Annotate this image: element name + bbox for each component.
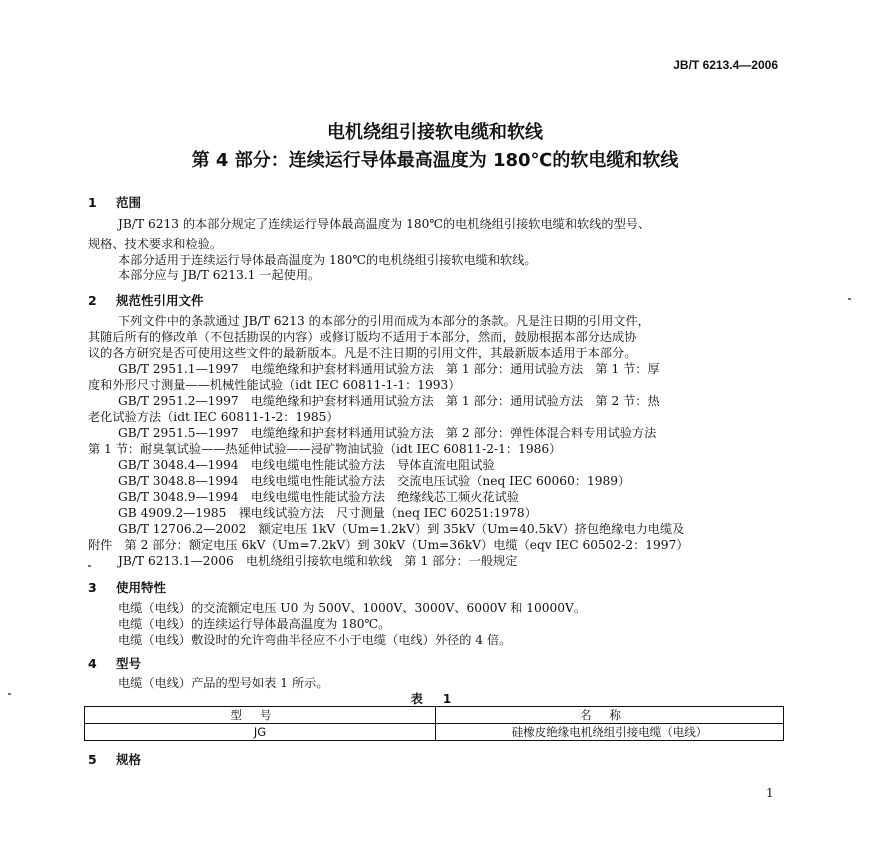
reference-line: GB/T 3048.4—1994 电线电缆电性能试验方法 导体直流电阻试验: [118, 458, 495, 472]
text-line: JB/T 6213 的本部分规定了连续运行导体最高温度为 180℃的电机绕组引接软电缆和软线的型号、: [118, 217, 651, 231]
reference-line: JB/T 6213.1—2006 电机绕组引接软电缆和软线 第 1 部分：一般规定: [118, 554, 518, 568]
section-title: 型号: [116, 656, 142, 671]
text-line: 本部分应与 JB/T 6213.1 一起使用。: [118, 268, 321, 282]
section-number: 1: [88, 195, 97, 210]
model-table: [84, 706, 784, 741]
section-title: 规格: [116, 752, 142, 767]
doc-title-line1: 电机绕组引接软电缆和软线: [327, 122, 543, 143]
table-cell: JG: [85, 724, 436, 741]
table-header-cell: 型号: [85, 707, 436, 724]
section-number: 3: [88, 580, 97, 595]
scan-speck: [88, 565, 91, 567]
text-line: 电缆（电线）的交流额定电压 U0 为 500V、1000V、3000V、6000V 和 10000V。: [118, 601, 587, 615]
reference-line: GB/T 12706.2—2002 额定电压 1kV（Um=1.2kV）到 35kV（Um=40.5kV）挤包绝缘电力电缆及: [118, 522, 685, 536]
section-number: 4: [88, 656, 97, 671]
section-title: 范围: [116, 195, 142, 210]
reference-line: 老化试验方法（idt IEC 60811-1-2：1985）: [88, 410, 339, 424]
reference-line: 第 1 节：耐臭氧试验——热延伸试验——浸矿物油试验（idt IEC 60811-2-1：1986）: [88, 442, 562, 456]
text-line: 本部分适用于连续运行导体最高温度为 180℃的电机绕组引接软电缆和软线。: [118, 253, 537, 267]
text-line: 电缆（电线）的连续运行导体最高温度为 180℃。: [118, 617, 391, 631]
section-number: 2: [88, 293, 97, 308]
scan-speck: [848, 298, 851, 300]
section-title: 使用特性: [116, 580, 167, 595]
section-4-heading: [88, 654, 141, 672]
section-title: 规范性引用文件: [116, 293, 204, 308]
reference-line: GB/T 2951.1—1997 电缆绝缘和护套材料通用试验方法 第 1 部分：通用试验方法 第 1 节：厚: [118, 362, 660, 376]
section-5-heading: [88, 750, 141, 768]
reference-line: GB/T 3048.8—1994 电线电缆电性能试验方法 交流电压试验（neq IEC 60060：1989）: [118, 474, 631, 488]
doc-title-line2: 第 4 部分：连续运行导体最高温度为 180℃的软电缆和软线: [191, 150, 679, 171]
table-cell: 硅橡皮绝缘电机绕组引接电缆（电线）: [436, 724, 784, 741]
reference-line: 附件 第 2 部分：额定电压 6kV（Um=7.2kV）到 30kV（Um=36kV）电缆（eqv IEC 60502-2：1997）: [88, 538, 689, 552]
text-line: 其随后所有的修改单（不包括勘误的内容）或修订版均不适用于本部分，然而，鼓励根据本部分达成协: [88, 330, 637, 344]
standard-code: JB/T 6213.4—2006: [673, 58, 778, 72]
reference-line: GB 4909.2—1985 裸电线试验方法 尺寸测量（neq IEC 60251:1978）: [118, 506, 537, 520]
section-number: 5: [88, 752, 97, 767]
section-2-heading: [88, 291, 204, 309]
reference-line: GB/T 2951.5—1997 电缆绝缘和护套材料通用试验方法 第 2 部分：弹性体混合料专用试验方法: [118, 426, 657, 440]
table-header-row: [85, 707, 784, 724]
reference-line: GB/T 3048.9—1994 电线电缆电性能试验方法 绝缘线芯工频火花试验: [118, 490, 519, 504]
section-3-heading: [88, 578, 166, 596]
text-line: 电缆（电线）敷设时的允许弯曲半径应不小于电缆（电线）外径的 4 倍。: [118, 633, 512, 647]
text-line: 规格、技术要求和检验。: [88, 237, 223, 251]
table-header-cell: 名称: [436, 707, 784, 724]
reference-line: 度和外形尺寸测量——机械性能试验（idt IEC 60811-1-1：1993）: [88, 378, 461, 392]
scan-speck: [8, 693, 11, 695]
section-1-heading: [88, 193, 141, 211]
reference-line: GB/T 2951.2—1997 电缆绝缘和护套材料通用试验方法 第 1 部分：通用试验方法 第 2 节：热: [118, 394, 660, 408]
table-caption: 表 1: [410, 692, 460, 706]
text-line: 下列文件中的条款通过 JB/T 6213 的本部分的引用而成为本部分的条款。凡是注日期的引用文件，: [118, 314, 650, 328]
text-line: 电缆（电线）产品的型号如表 1 所示。: [118, 676, 329, 690]
text-line: 议的各方研究是否可使用这些文件的最新版本。凡是不注日期的引用文件，其最新版本适用于本部分。: [88, 346, 637, 360]
page-number: 1: [766, 786, 774, 800]
table-row: [85, 724, 784, 741]
